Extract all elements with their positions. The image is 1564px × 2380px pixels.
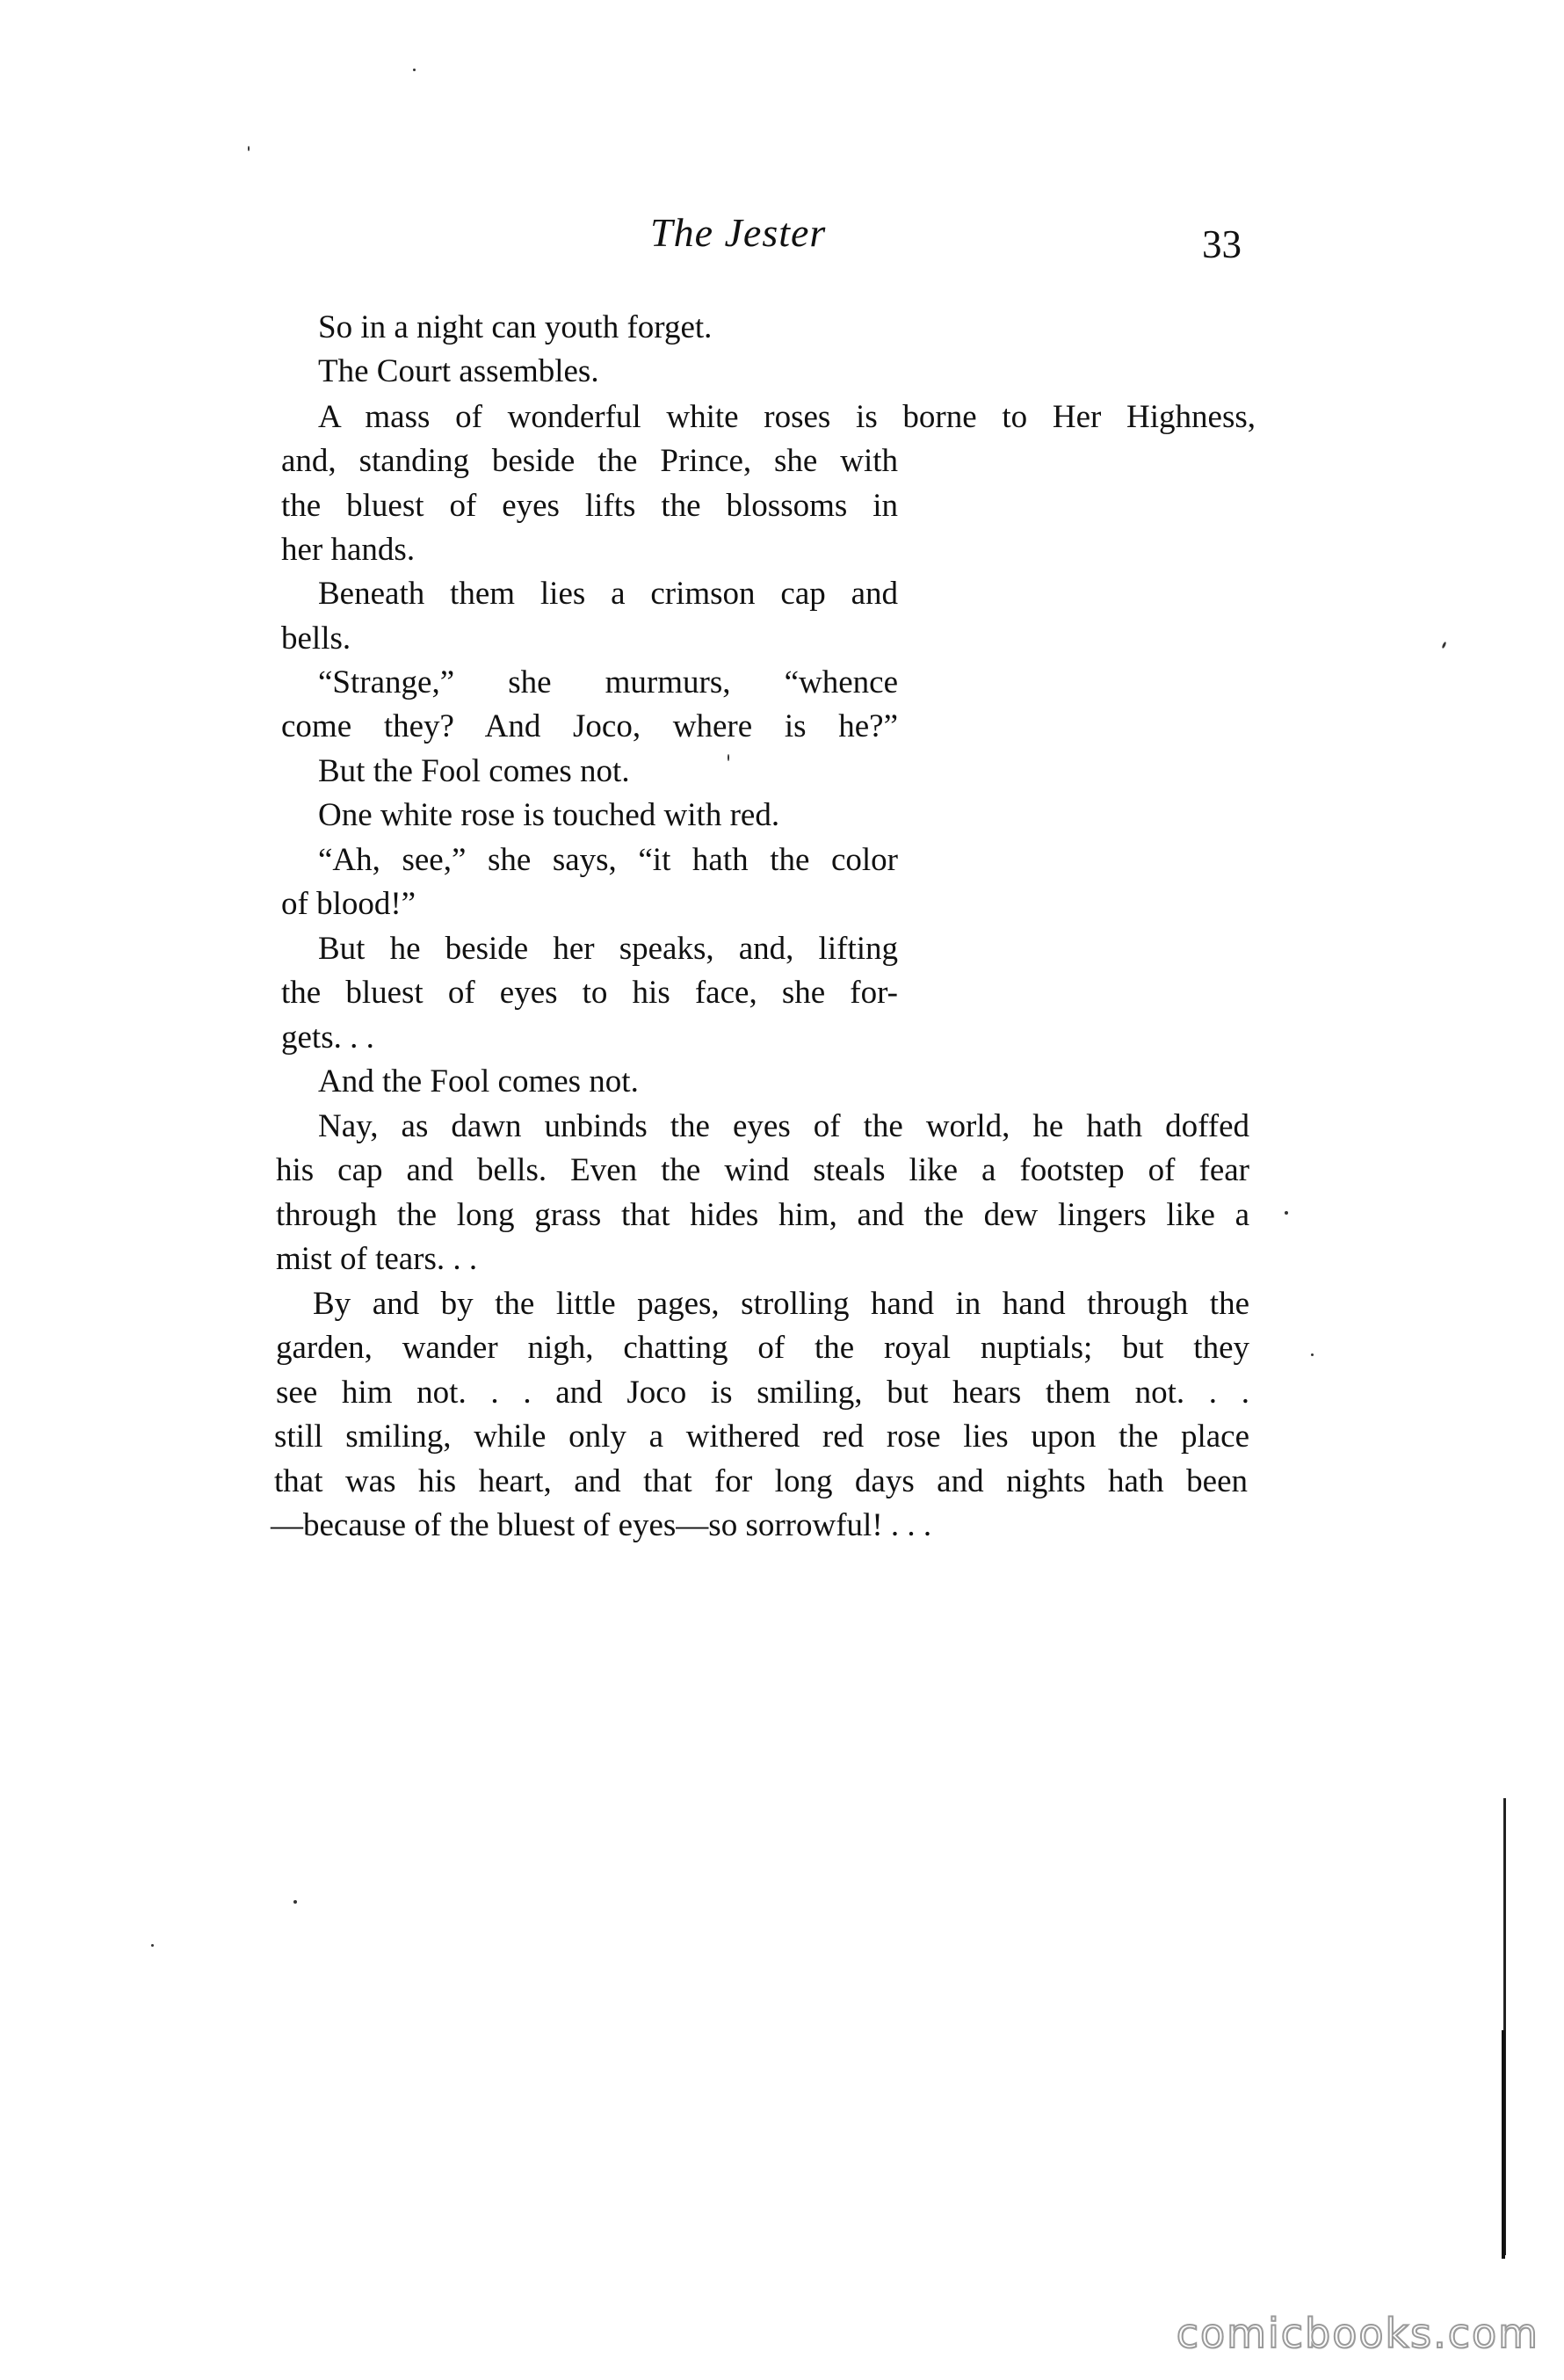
- text-line: mist of tears. . .: [276, 1241, 478, 1277]
- text-line: —because of the bluest of eyes—so sorrowful! . . .: [271, 1507, 932, 1543]
- text-line: of blood!”: [281, 886, 416, 922]
- text-line: The Court assembles.: [318, 353, 599, 389]
- scan-speck: [1441, 642, 1446, 649]
- text-line: gets. . .: [281, 1019, 374, 1056]
- scan-speck: [1285, 1211, 1288, 1215]
- text-line: see him not. . . and Joco is smiling, but hears them not. . .: [276, 1375, 1249, 1411]
- text-line: come they? And Joco, where is he?”: [281, 708, 898, 744]
- text-line: One white rose is touched with red.: [318, 797, 780, 833]
- page-number: 33: [1202, 222, 1242, 266]
- scan-speck: [413, 69, 416, 71]
- running-title: The Jester: [650, 210, 827, 255]
- scan-speck: [1311, 1353, 1314, 1356]
- scan-margin-line: [1502, 2030, 1505, 2259]
- text-line: By and by the little pages, strolling hand in hand through the: [313, 1286, 1249, 1322]
- text-line: But he beside her speaks, and, lifting: [318, 931, 898, 967]
- text-line: the bluest of eyes to his face, she for-: [281, 975, 898, 1011]
- text-line: Nay, as dawn unbinds the eyes of the world, he hath doffed: [318, 1108, 1249, 1144]
- text-line: But the Fool comes not.: [318, 753, 630, 789]
- scan-speck: [151, 1944, 154, 1947]
- text-line: his cap and bells. Even the wind steals like a footstep of fear: [276, 1152, 1249, 1188]
- text-line: Beneath them lies a crimson cap and: [318, 576, 898, 612]
- scan-speck: [248, 146, 250, 151]
- scan-speck: [728, 754, 729, 761]
- text-line: bells.: [281, 620, 351, 657]
- text-line: through the long grass that hides him, and the dew lingers like a: [276, 1197, 1249, 1233]
- text-line: that was his heart, and that for long days and nights hath been: [274, 1463, 1248, 1499]
- text-line: And the Fool comes not.: [318, 1063, 639, 1099]
- text-line: garden, wander nigh, chatting of the royal nuptials; but they: [276, 1330, 1249, 1366]
- text-line: So in a night can youth forget.: [318, 309, 713, 345]
- text-line: and, standing beside the Prince, she with: [281, 443, 898, 479]
- watermark-logo: comicbooks.com: [1176, 2310, 1539, 2357]
- text-line: the bluest of eyes lifts the blossoms in: [281, 488, 898, 524]
- text-line: still smiling, while only a withered red rose lies upon the place: [274, 1419, 1249, 1455]
- text-line: “Ah, see,” she says, “it hath the color: [318, 842, 898, 878]
- scan-speck: [293, 1900, 297, 1904]
- text-line: her hands.: [281, 532, 416, 568]
- text-line: “Strange,” she murmurs, “whence: [318, 664, 898, 700]
- text-line: A mass of wonderful white roses is borne to Her Highness,: [318, 399, 1256, 435]
